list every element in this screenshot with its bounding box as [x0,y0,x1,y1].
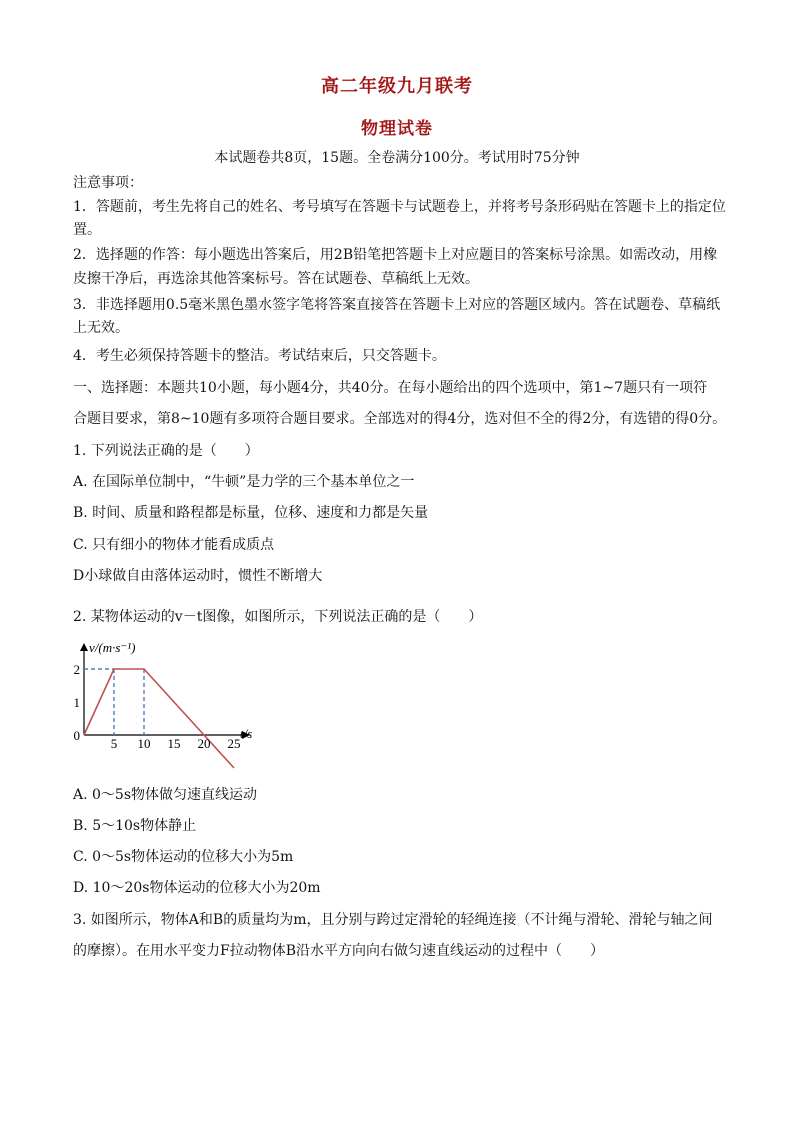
q1-option-c: C. 只有细小的物体才能看成质点 [73,537,275,553]
y-tick-label: 2 [73,662,80,677]
note-1-line-1: 1．答题前，考生先将自己的姓名、考号填写在答题卡与试题卷上，并将考号条形码贴在答题卡上的指定位 [73,199,726,215]
x-tick-label: 10 [137,736,151,751]
x-tick-label: 15 [167,736,181,751]
q2-option-a: A. 0～5s物体做匀速直线运动 [73,787,258,803]
x-tick-label: 20 [197,736,211,751]
velocity-series-line [84,669,234,768]
x-tick-label: 25 [227,736,241,751]
y-tick-label: 0 [73,728,80,743]
q1-option-a: A. 在国际单位制中，“牛顿”是力学的三个基本单位之一 [73,474,415,490]
q1-option-d: D小球做自由落体运动时，惯性不断增大 [73,568,323,584]
q1-option-b: B. 时间、质量和路程都是标量，位移、速度和力都是矢量 [73,505,429,521]
x-axis-label: t/s [240,726,253,741]
q3-stem-line-2: 的摩擦）。在用水平变力F拉动物体B沿水平方向向右做匀速直线运动的过程中（ ） [73,943,604,959]
q3-stem-line-1: 3. 如图所示，物体A和B的质量均为m，且分别与跨过定滑轮的轻绳连接（不计绳与滑轮、滑轮与轴之间 [73,912,713,928]
exam-info: 本试题卷共8页，15题。全卷满分100分。考试用时75分钟 [214,150,580,166]
note-2-line-1: 2．选择题的作答：每小题选出答案后，用2B铅笔把答题卡上对应题目的答案标号涂黑。如需改动，用橡 [73,247,718,263]
y-tick-label: 1 [73,695,80,710]
note-3-line-2: 上无效。 [73,320,129,336]
q2-option-c: C. 0～5s物体运动的位移大小为5m [73,849,294,865]
notes-heading: 注意事项： [73,175,143,191]
note-4: 4．考生必须保持答题卡的整洁。考试结束后，只交答题卡。 [73,348,446,364]
x-tick-label: 5 [110,736,118,751]
exam-subtitle: 物理试卷 [361,119,433,139]
q2-option-b: B. 5～10s物体静止 [73,818,197,834]
y-axis-arrow [80,643,88,651]
note-3-line-1: 3．非选择题用0.5毫米黑色墨水签字笔将答案直接答在答题卡上对应的答题区域内。答在试题卷、草稿纸 [73,297,721,313]
q2-option-d: D. 10～20s物体运动的位移大小为20m [73,880,321,896]
q2-stem: 2. 某物体运动的v－t图像，如图所示，下列说法正确的是（ ） [73,609,483,625]
section1-intro-line-2: 合题目要求，第8~10题有多项符合题目要求。全部选对的得4分，选对但不全的得2分，有选错的得0分。 [73,411,727,427]
note-2-line-2: 皮擦干净后，再选涂其他答案标号。答在试题卷、草稿纸上无效。 [73,271,479,287]
y-axis-label: v/(m·s⁻¹) [89,640,136,655]
vt-graph [70,635,270,775]
note-1-line-2: 置。 [73,222,101,238]
q1-stem: 1. 下列说法正确的是（ ） [73,443,259,459]
exam-title: 高二年级九月联考 [321,76,473,97]
section1-intro-line-1: 一、选择题：本题共10小题，每小题4分，共40分。在每小题给出的四个选项中，第1~7题只有一项符 [73,380,708,396]
